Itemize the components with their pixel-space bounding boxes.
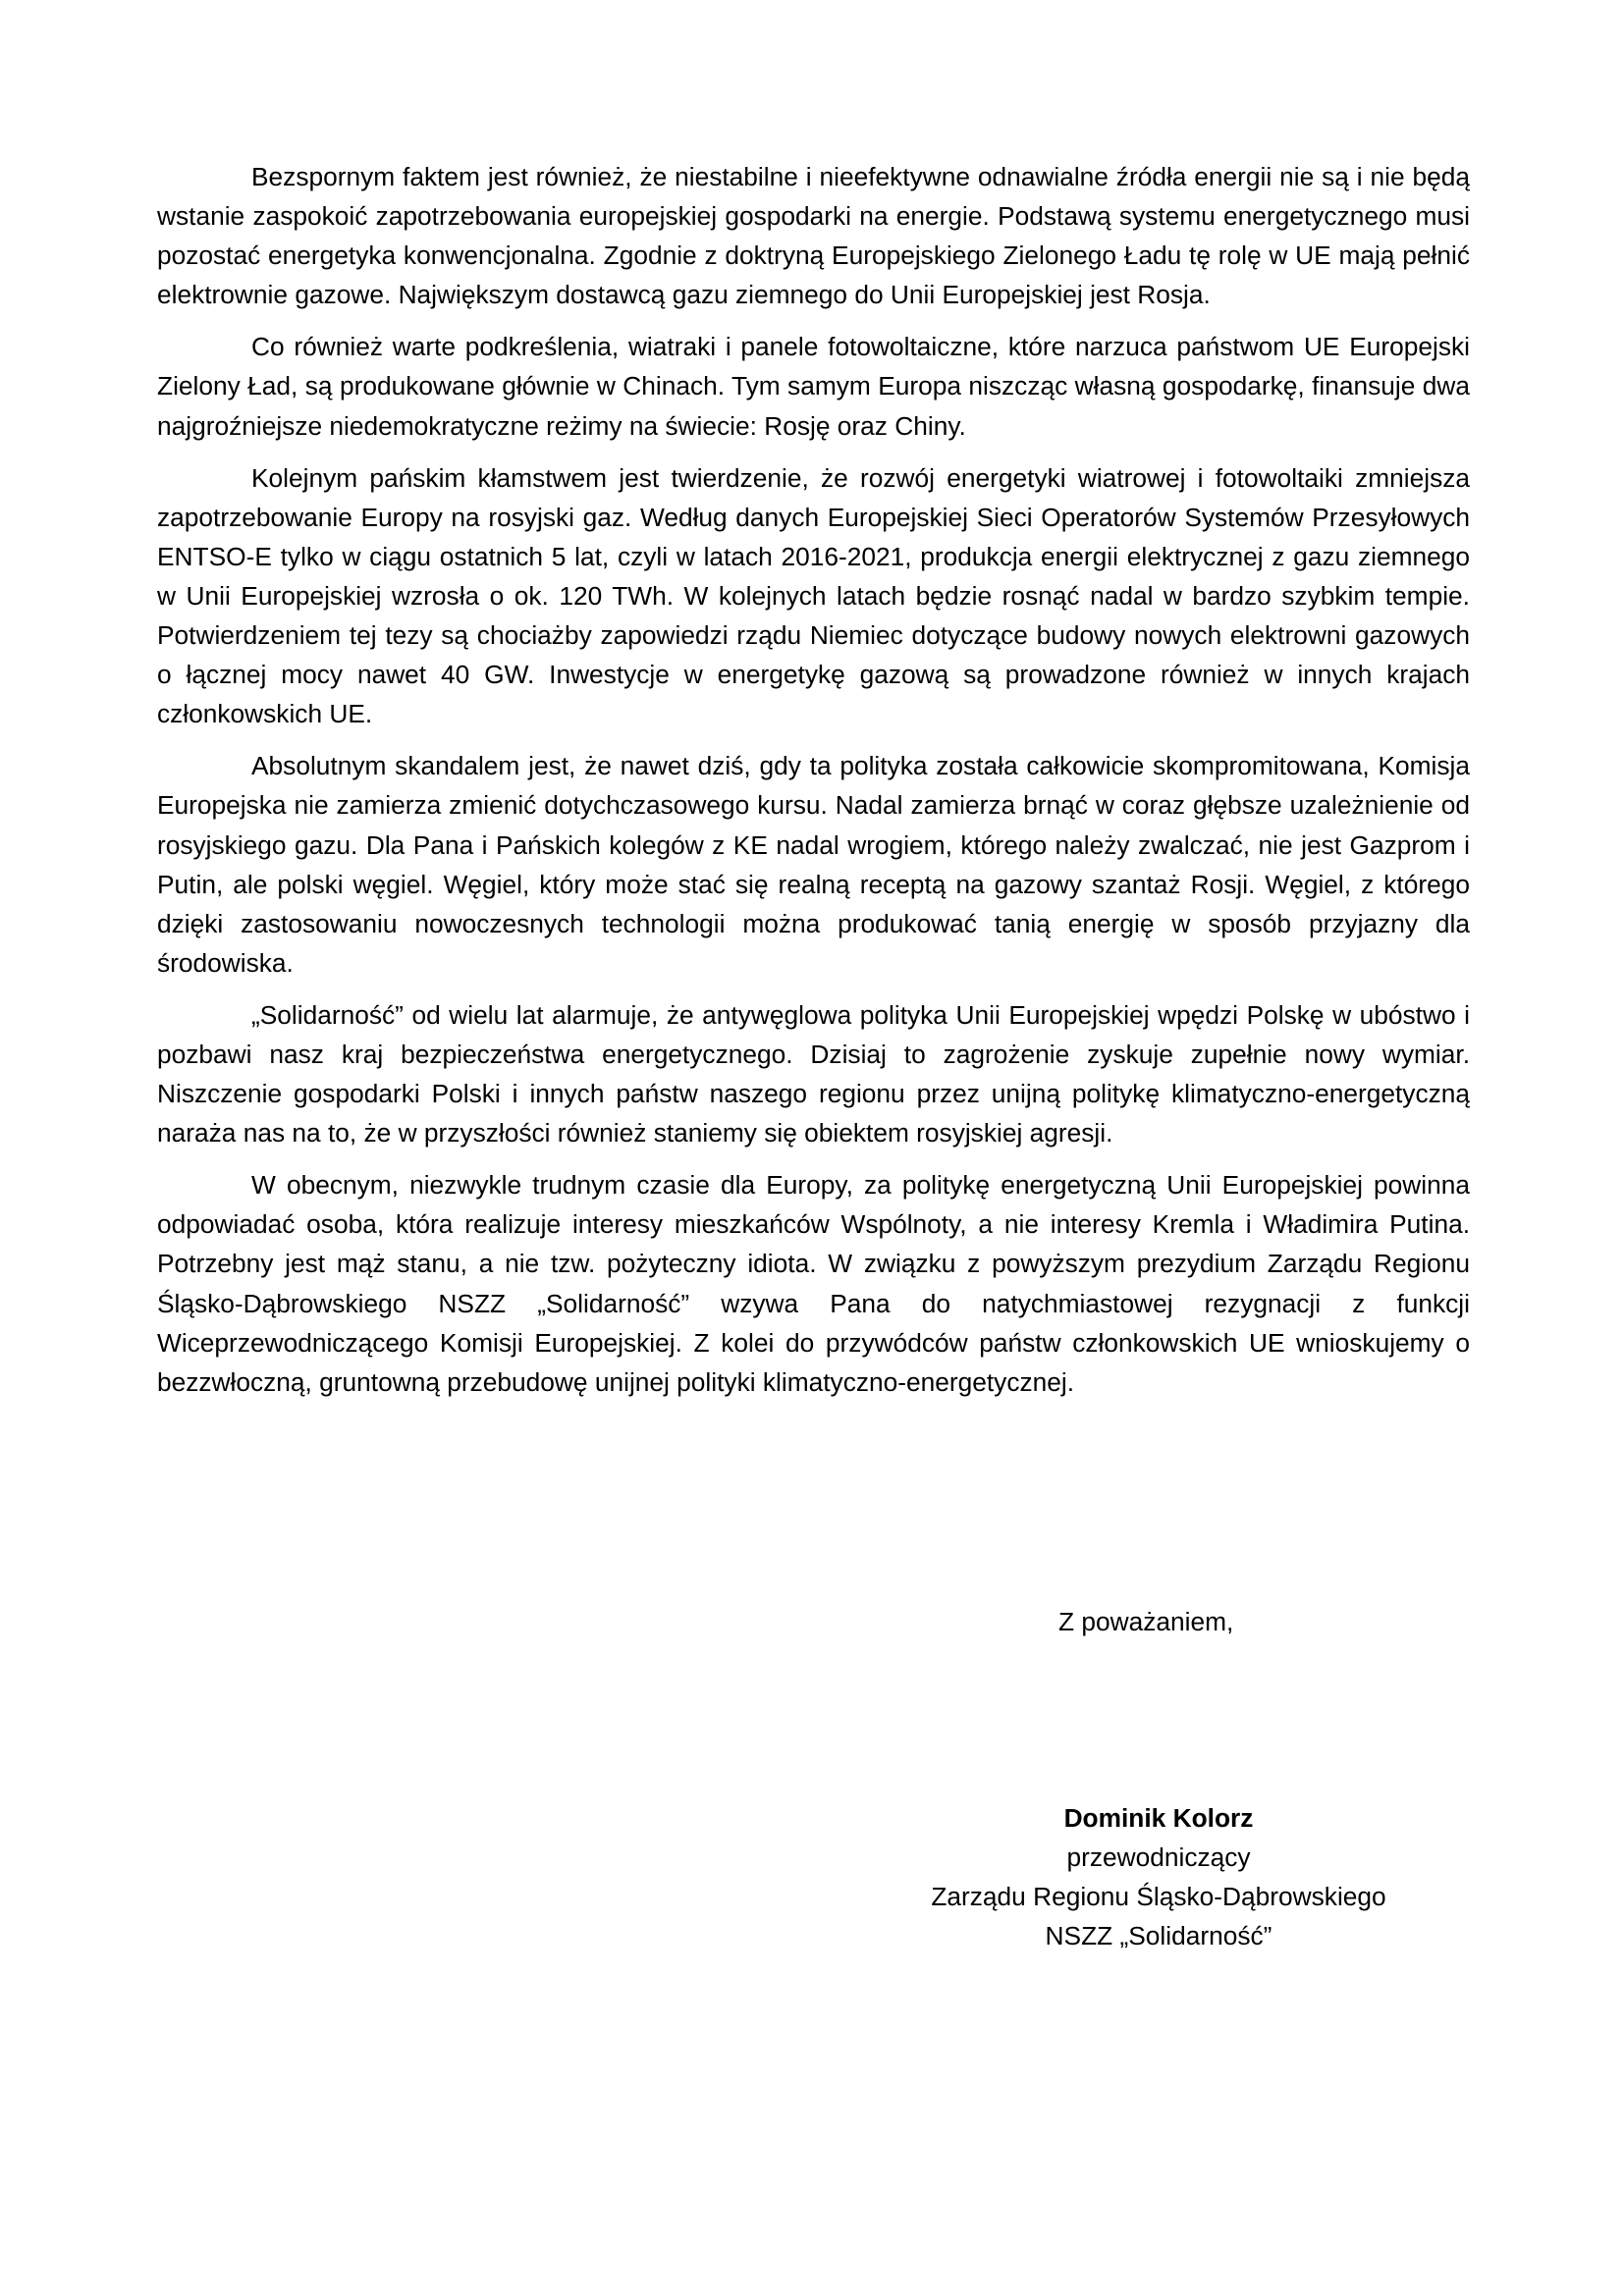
signatory-organization: Zarządu Regionu Śląsko-Dąbrowskiego [931, 1882, 1386, 1911]
letter-body [157, 157, 1470, 1415]
signatory-title: przewodniczący [1066, 1842, 1251, 1872]
paragraph-solidarnosc: „Solidarność” od wielu lat alarmuje, że antywęglowa polityka Unii Europejskiej wpędzi Polskę w ubóstwo i pozbawi nasz kraj bezpieczeństwa energetycznego. Dzisiaj to zagrożenie zyskuje zupełnie nowy wymiar. Niszczenie gospodarki Polski i innych państw naszego regionu przez unijną politykę klimatyczno-energetyczną naraża nas na to, że w przyszłości również staniemy się obiektem rosyjskiej agresji. [157, 999, 1470, 1148]
signatory-name: Dominik Kolorz [1063, 1803, 1254, 1833]
paragraph-scandal: Absolutnym skandalem jest, że nawet dziś, gdy ta polityka została całkowicie skompromitowana, Komisja Europejska nie zamierza zmienić dotychczasowego kursu. Nadal zamierza brnąć w coraz głębsze uzależnienie od rosyjskiego gazu. Dla Pana i Pańskich kolegów z KE nadal wrogiem, którego należy zwalczać, nie jest Gazprom i Putin, ale polski węgiel. Węgiel, który może stać się realną receptą na gazowy szantaż Rosji. Węgiel, z którego dzięki zastosowaniu nowoczesnych technologii można produkować tanią energię w sposób przyjazny dla środowiska. [157, 751, 1470, 978]
closing-salutation: Z poważaniem, [1058, 1607, 1234, 1636]
paragraph-gas-demand: Kolejnym pańskim kłamstwem jest twierdzenie, że rozwój energetyki wiatrowej i fotowoltaiki zmniejsza zapotrzebowanie Europy na rosyjski gaz. Według danych Europejskiej Sieci Operatorów Systemów Przesyłowych ENTSO-E tylko w ciągu ostatnich 5 lat, czyli w latach 2016-2021, produkcja energii elektrycznej z gazu ziemnego w Unii Europejskiej wzrosła o ok. 120 TWh. W kolejnych latach będzie rosnąć nadal w bardzo szybkim tempie. Potwierdzeniem tej tezy są chociażby zapowiedzi rządu Niemiec dotyczące budowy nowych elektrowni gazowych o łącznej mocy nawet 40 GW. Inwestycje w energetykę gazową są prowadzone również w innych krajach członkowskich UE. [157, 462, 1470, 729]
signatory-union: NSZZ „Solidarność” [1045, 1921, 1272, 1950]
paragraph-renewables: Bezspornym faktem jest również, że niestabilne i nieefektywne odnawialne źródła energii nie są i nie będą wstanie zaspokoić zapotrzebowania europejskiej gospodarki na energie. Podstawą systemu energetycznego musi pozostać energetyka konwencjonalna. Zgodnie z doktryną Europejskiego Zielonego Ładu tę rolę w UE mają pełnić elektrownie gazowe. Największym dostawcą gazu ziemnego do Unii Europejskiej jest Rosja. [157, 162, 1470, 310]
paragraph-demand-resignation: W obecnym, niezwykle trudnym czasie dla Europy, za politykę energetyczną Unii Europejskiej powinna odpowiadać osoba, która realizuje interesy mieszkańców Wspólnoty, a nie interesy Kremla i Władimira Putina. Potrzebny jest mąż stanu, a nie tzw. pożyteczny idiota. W związku z powyższym prezydium Zarządu Regionu Śląsko-Dąbrowskiego NSZZ „Solidarność” wzywa Pana do natychmiastowej rezygnacji z funkcji Wiceprzewodniczącego Komisji Europejskiej. Z kolei do przywódców państw członkowskich UE wnioskujemy o bezzwłoczną, gruntowną przebudowę unijnej polityki klimatyczno-energetycznej. [157, 1170, 1470, 1397]
signature-block [884, 1798, 1434, 1955]
paragraph-china: Co również warte podkreślenia, wiatraki i panele fotowoltaiczne, które narzuca państwom UE Europejski Zielony Ład, są produkowane głównie w Chinach. Tym samym Europa niszcząc własną gospodarkę, finansuje dwa najgroźniejsze niedemokratyczne reżimy na świecie: Rosję oraz Chiny. [157, 332, 1470, 441]
